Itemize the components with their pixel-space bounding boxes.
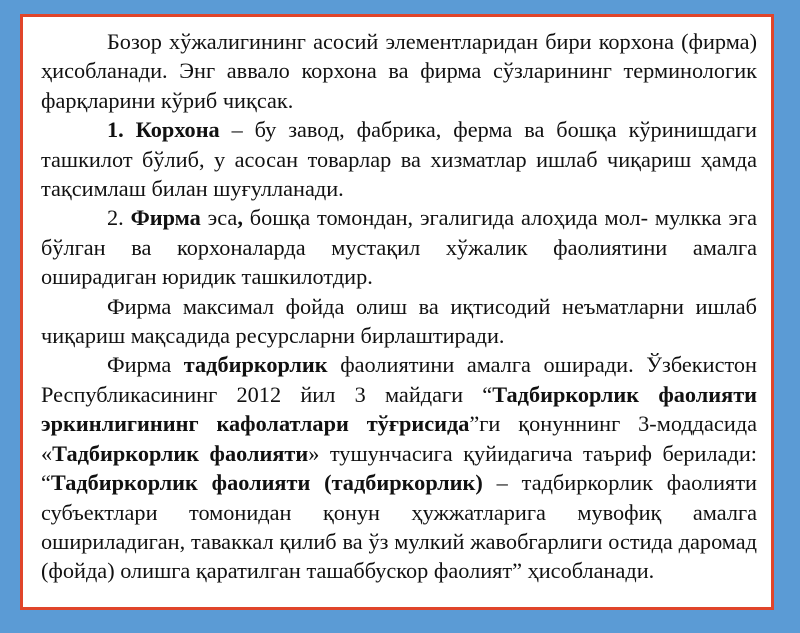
text-segment: Фирма [107,352,184,378]
text-segment: Бозор хўжалигининг асосий элементларидан бири корхона (фирма) ҳисобланади. Энг аввало корхона ва фирма сўзларининг терминологик фарқларини кўриб чиқсак. [41,29,757,113]
text-segment: – тадбиркорлик фаолияти субъектлари томонидан қонун ҳужжатларига мувофиқ амалга ошириладиган, таваккал қилиб ва ўз мулкий жавобгарлиги остида даромад (фойда) олишга қаратилган ташаббускор фаолият” ҳисобланади. [41,470,757,584]
term-korkhona: 1. Корхона [107,117,220,143]
bold-comma: , [237,205,243,231]
text-segment: фаолиятини амалга оширади. Ўзбекистон Республикасининг 2012 йил 3 майдаги “ [41,352,757,407]
definition-term: Тадбиркорлик фаолияти (тадбиркорлик) [50,470,483,496]
content-card [20,14,774,610]
text-segment: бошқа томондан, эгалигида алоҳида мол- мулкка эга бўлган ва корхоналарда мустақил хўжалик фаолиятини амалга оширадиган юридик ташкилотдир. [41,205,758,290]
text-segment: Фирма максимал фойда олиш ва иқтисодий неъматларни ишлаб чиқариш мақсадида ресурсларни бирлаштиради. [41,293,757,349]
text-segment: 2. [107,205,131,231]
text-segment: » тушунчасига қуйидагича таъриф берилади: “ [41,440,757,496]
paragraph-1 [41,27,757,115]
paragraph-5 [41,350,757,585]
paragraph-3 [41,203,757,291]
text-segment: эса [200,205,238,231]
law-title: Тадбиркорлик фаолияти эркинлигининг кафолатлари тўғрисида [41,381,757,437]
paragraph-4 [41,292,757,351]
paragraph-2 [41,115,757,203]
term-tadbirkorlik: тадбиркорлик [183,352,328,378]
text-segment: – бу завод, фабрика, ферма ва бошқа кўринишдаги ташкилот бўлиб, у асосан товарлар ва хизматлар ишлаб чиқариш ҳамда тақсимлаш билан шуғулланади. [41,117,757,202]
term-firma: Фирма [130,205,201,231]
term-tadbirkorlik-faoliyati: Тадбиркорлик фаолияти [52,440,309,466]
text-segment: ”ги қонуннинг 3-моддасида « [41,411,757,466]
